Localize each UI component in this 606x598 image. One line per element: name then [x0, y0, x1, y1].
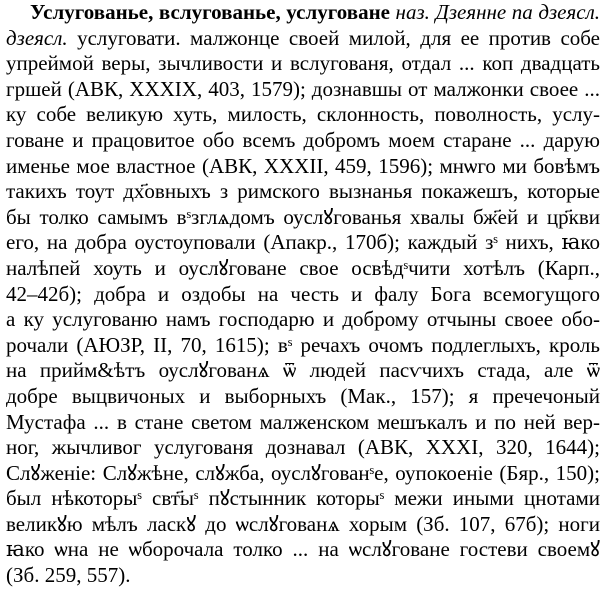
entry-line: добре выцвичоных и выборныхъ (Мак., 157); я пречечоный: [6, 383, 600, 408]
entry-line: его, на добра оустоуповали (Апакр., 170б); каждый зˢ нихъ, ꙗко: [6, 230, 600, 255]
entry-line: Слꙋженіе: Слꙋжѣне, слꙋжба, оуслꙋгованˢе, оупокоеніе (Бяр., 150);: [6, 460, 600, 485]
entry-line: именье мое властное (АВК, XXXII, 459, 1596); мнѡго ми бовѣмъ: [6, 153, 600, 178]
entry-line: налѣпей хоуть и оуслꙋговане свое освѣдˢчити хотѣлъ (Карп.,: [6, 255, 600, 280]
entry-line: ку собе великую хуть, милость, склонность, поволность, услу-: [6, 102, 600, 127]
entry-line: 42–42б); добра и оздобы на честь и фалу Бога всемогущого: [6, 281, 600, 306]
entry-line: упреймой веры, зычливости и вслугованя, отдал ... коп двадцать: [6, 51, 600, 76]
headword: Услугованье, вслугованье, услуговане: [30, 0, 390, 24]
entry-line: ꙗко ѡна не ѡборочала толко ... на ѡслꙋговане гостеви своемꙋ: [6, 537, 600, 562]
entry-line: Мустафа ... в стане светом малженском мешъкалъ и по ней вер-: [6, 409, 600, 434]
entry-line: (Зб. 259, 557).: [6, 563, 131, 588]
entry-line: такихъ тоут дх҃овныхъ з римского вызнанья покажешъ, которые: [6, 179, 600, 204]
entry-line: был нѣкоторыˢ свт҃ыˢ пꙋстынник которыˢ межи иными цнотами: [6, 486, 600, 511]
entry-line: ног, жычливог услугованя дознавал (АВК, XXXI, 320, 1644);: [6, 435, 600, 460]
entry-line: а ку услугованю намъ господарю и доброму отчыны своее обо-: [6, 307, 600, 332]
entry-first-line: [6, 0, 600, 26]
entry-line: гршей (АВК, XXXIX, 403, 1579); дознавшы от малжонки своее ...: [6, 76, 600, 101]
definition-head: наз. Дзеянне па дзеясл.: [389, 0, 600, 24]
entry-line: дзеясл. услуговати. малжонце своей милой, для ее против собе: [6, 25, 600, 50]
entry-line: бы толко самымъ вˢзглѧдомъ оуслꙋгованья хвалы бж҃ей и цр҃кви: [6, 204, 600, 229]
entry-line: говане и працовитое обо всемъ добромъ моем старане ... дарую: [6, 127, 600, 152]
entry-line: рочали (АЮЗР, II, 70, 1615); вˢ речахъ очомъ подлеглыхъ, кроль: [6, 332, 600, 357]
entry-line: великꙋю мѣлъ ласкꙋ до ѡслꙋгованѧ хорым (Зб. 107, 67б); ноги: [6, 511, 600, 536]
entry-line: на прийм&ѣтъ оуслꙋгованѧ ѿ людей пасѵчихъ стада, але ѿ: [6, 358, 600, 383]
